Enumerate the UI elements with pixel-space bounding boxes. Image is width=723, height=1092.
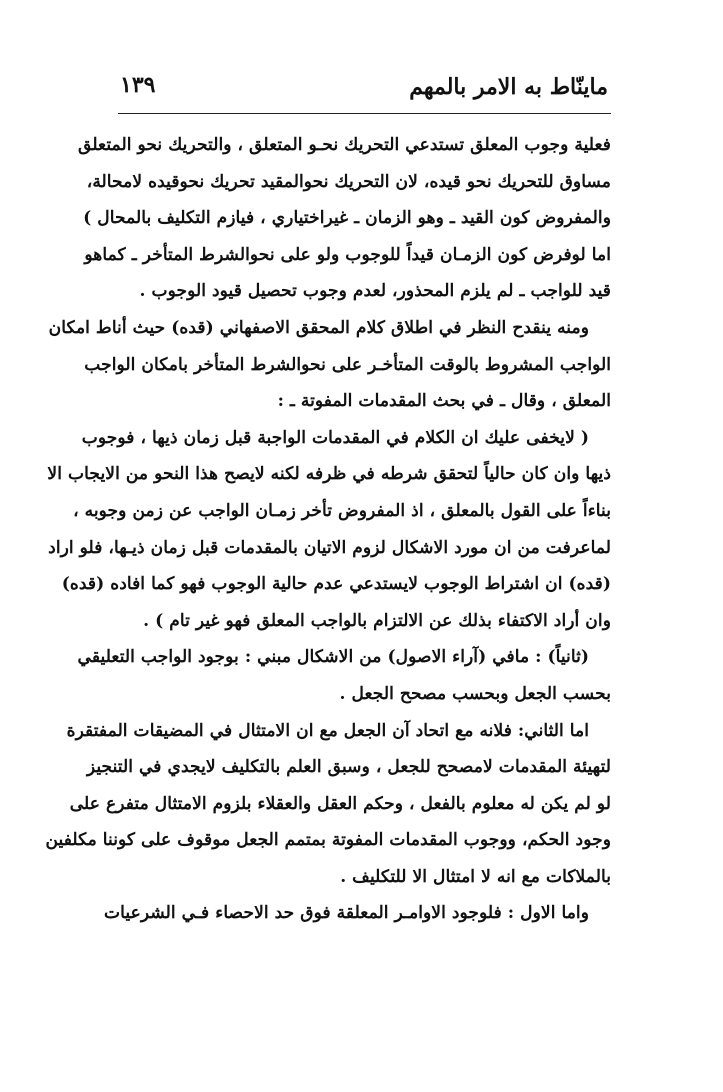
text-line: الواجب المشروط بالوقت المتأخـر على نحوالشرط المتأخر بامكان الواجب xyxy=(84,354,611,375)
text-line: وجود الحكم، ووجوب المقدمات المفوتة بمتمم الجعل موقوف على كوننا مكلفين xyxy=(45,830,611,851)
text-line: مساوق للتحريك نحو قيده، لان التحريك نحوالمقيد تحريك نحوقيده لامحالة، xyxy=(86,171,611,192)
text-line: لماعرفت من ان مورد الاشكال لزوم الاتيان بالمقدمات قبل زمان ذيـها، فلو اراد xyxy=(48,537,611,558)
page-number: ١٣٩ xyxy=(120,72,156,98)
text-line: بناءاً على القول بالمعلق ، اذ المفروض تأخر زمـان الواجب عن زمن وجوبه ، xyxy=(73,500,611,521)
text-line: ومنه ينقدح النظر في اطلاق كلام المحقق الاصفهاني (قده) حيث أناط امكان xyxy=(48,317,589,338)
text-line: بحسب الجعل وبحسب مصحح الجعل . xyxy=(339,683,611,704)
text-line: اما لوفرض كون الزمـان قيداً للوجوب ولو على نحوالشرط المتأخر ـ كماهو xyxy=(84,244,611,265)
text-line: اما الثاني: فلانه مع اتحاد آن الجعل مع ان الامتثال في المضيقات المفتقرة xyxy=(66,720,589,741)
text-line: وان أراد الاكتفاء بذلك عن الالتزام بالواجب المعلق فهو غير تام ) . xyxy=(143,610,611,631)
header-divider xyxy=(118,113,611,114)
running-title: ماينّاط به الامر بالمهم xyxy=(409,74,608,100)
page-header xyxy=(120,70,608,110)
text-line: المعلق ، وقال ـ في بحث المقدمات المفوتة ـ : xyxy=(277,391,611,412)
text-line: ذيها وان كان حالياً لتحقق شرطه في ظرفه لكنه لايصح هذا النحو من الايجاب الا xyxy=(47,464,611,485)
text-line: واما الاول : فلوجود الاوامـر المعلقة فوق حد الاحصاء فـي الشرعيات xyxy=(104,903,589,924)
text-line: (ثانياً) : مافي (آراء الاصول) من الاشكال مبني : بوجود الواجب التعليقي xyxy=(77,647,589,668)
text-line: لتهيئة المقدمات لامصحح للجعل ، وسبق العلم بالتكليف لايجدي في التنجيز xyxy=(86,757,611,778)
body-text xyxy=(45,127,611,932)
text-line: لو لم يكن له معلوم بالفعل ، وحكم العقل والعقلاء بلزوم الامتثال متفرع على xyxy=(69,793,611,814)
text-line: ( لايخفى عليك ان الكلام في المقدمات الواجبة قبل زمان ذيها ، فوجوب xyxy=(81,427,589,448)
text-line: بالملاكات مع انه لا امتثال الا للتكليف . xyxy=(340,866,611,887)
text-line: فعلية وجوب المعلق تستدعي التحريك نحـو المتعلق ، والتحريك نحو المتعلق xyxy=(78,135,611,155)
text-line: (قده) ان اشتراط الوجوب لايستدعي عدم حالية الوجوب فهو كما افاده (قده) xyxy=(61,574,611,595)
text-line: قيد للواجب ـ لم يلزم المحذور، لعدم وجوب تحصيل قيود الوجوب . xyxy=(139,281,611,302)
text-line: والمفروض كون القيد ـ وهو الزمان ـ غيراختياري ، فيازم التكليف بالمحال ) xyxy=(83,208,611,229)
